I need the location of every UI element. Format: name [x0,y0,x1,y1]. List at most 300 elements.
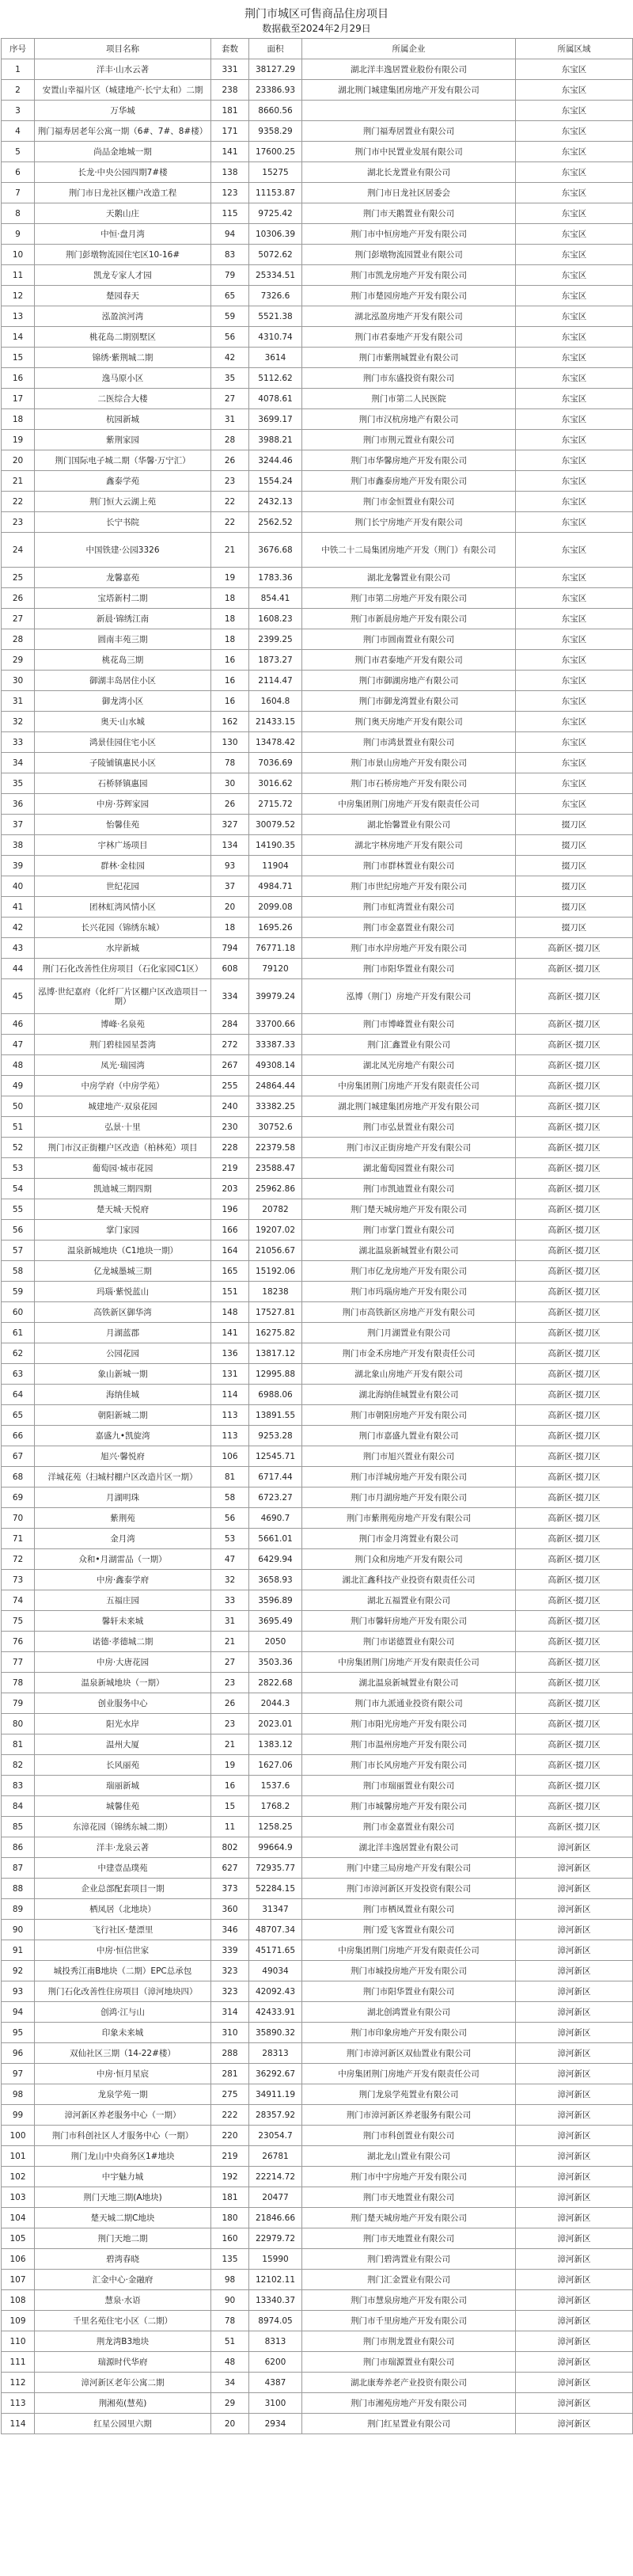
table-row [2,1343,633,1364]
cell-units: 78 [211,2311,249,2331]
cell-index: 5 [2,142,35,162]
cell-area: 7036.69 [249,753,302,773]
cell-company: 荆门市天地置业有限公司 [302,2228,516,2249]
cell-index: 18 [2,409,35,430]
table-row [2,2290,633,2311]
cell-area: 28357.92 [249,2105,302,2126]
cell-units: 288 [211,2043,249,2064]
cell-area: 2715.72 [249,794,302,815]
table-row [2,609,633,629]
cell-index: 43 [2,938,35,959]
cell-district: 东宝区 [516,101,633,121]
cell-area: 12545.71 [249,1446,302,1467]
cell-company: 荆门市瑞丽置业有限公司 [302,1776,516,1796]
cell-units: 18 [211,588,249,609]
cell-district: 漳河新区 [516,2002,633,2023]
cell-company: 荆门市掌门置业有限公司 [302,1220,516,1241]
cell-company: 荆门楚天城房地产开发有限公司 [302,1199,516,1220]
cell-company: 荆门市御龙湾置业有限公司 [302,691,516,712]
cell-project-name: 御湖丰岛居住小区 [35,671,211,691]
cell-district: 漳河新区 [516,1837,633,1858]
table-row [2,2064,633,2084]
cell-project-name: 荆龙湾B3地块 [35,2331,211,2352]
cell-district: 东宝区 [516,389,633,409]
cell-area: 6717.44 [249,1467,302,1487]
cell-area: 33700.66 [249,1014,302,1035]
cell-units: 160 [211,2228,249,2249]
table-row [2,1220,633,1241]
cell-company: 荆门市阳华置业有限公司 [302,959,516,979]
cell-company: 荆门市温州房地产开发有限公司 [302,1734,516,1755]
cell-project-name: 荆门石化改善性住房项目（漳河地块四） [35,1981,211,2002]
cell-area: 2934 [249,2414,302,2434]
cell-units: 19 [211,568,249,588]
cell-company: 荆门市旭兴置业有限公司 [302,1446,516,1467]
cell-units: 135 [211,2249,249,2270]
cell-company: 荆门市印象房地产开发有限公司 [302,2023,516,2043]
cell-area: 6200 [249,2352,302,2373]
cell-project-name: 荆门国际电子城二期（华馨·万宁汇） [35,450,211,471]
cell-company: 荆门市金嘉置业有限公司 [302,1817,516,1837]
table-row [2,183,633,203]
table-row [2,1776,633,1796]
cell-index: 27 [2,609,35,629]
cell-index: 72 [2,1549,35,1570]
cell-units: 90 [211,2290,249,2311]
cell-company: 荆门市弘景置业有限公司 [302,1117,516,1138]
table-row [2,1446,633,1467]
header-company: 所属企业 [302,39,516,59]
cell-district: 漳河新区 [516,2311,633,2331]
cell-area: 21056.67 [249,1241,302,1261]
cell-index: 56 [2,1220,35,1241]
cell-units: 19 [211,1755,249,1776]
cell-project-name: 中房·鑫泰学府 [35,1570,211,1590]
cell-units: 83 [211,245,249,265]
cell-units: 151 [211,1282,249,1302]
cell-units: 141 [211,142,249,162]
cell-project-name: 楚天城二期C地块 [35,2208,211,2228]
cell-index: 51 [2,1117,35,1138]
table-row [2,1261,633,1282]
cell-company: 荆门市慧泉房地产开发有限公司 [302,2290,516,2311]
cell-project-name: 荆门市日龙社区棚户改造工程 [35,183,211,203]
cell-units: 106 [211,1446,249,1467]
cell-company: 荆门市瑞源置业有限公司 [302,2352,516,2373]
cell-units: 16 [211,1776,249,1796]
cell-area: 15275 [249,162,302,183]
cell-units: 37 [211,876,249,897]
cell-district: 东宝区 [516,224,633,245]
table-row [2,203,633,224]
cell-project-name: 中恒·盘月湾 [35,224,211,245]
cell-company: 湖北汇鑫科技产业投资有限责任公司 [302,1570,516,1590]
cell-company: 湖北五福置业有限公司 [302,1590,516,1611]
cell-area: 79120 [249,959,302,979]
cell-area: 3503.36 [249,1652,302,1673]
cell-district: 东宝区 [516,142,633,162]
cell-district: 高新区·掇刀区 [516,1611,633,1632]
cell-units: 203 [211,1179,249,1199]
cell-district: 高新区·掇刀区 [516,1714,633,1734]
cell-district: 高新区·掇刀区 [516,1817,633,1837]
cell-district: 掇刀区 [516,876,633,897]
cell-company: 荆门市第二人民医院 [302,389,516,409]
cell-district: 东宝区 [516,794,633,815]
cell-company: 湖北象山房地产开发有限公司 [302,1364,516,1385]
table-row [2,1179,633,1199]
cell-index: 92 [2,1961,35,1981]
cell-company: 荆门市湘苑房地产开发有限公司 [302,2393,516,2414]
table-row [2,2228,633,2249]
table-row [2,1487,633,1508]
table-row [2,2126,633,2146]
cell-company: 荆门市馨轩房地产开发有限公司 [302,1611,516,1632]
table-row [2,835,633,856]
cell-project-name: 水岸新城 [35,938,211,959]
cell-index: 74 [2,1590,35,1611]
table-row [2,2352,633,2373]
cell-units: 58 [211,1487,249,1508]
cell-district: 东宝区 [516,568,633,588]
cell-company: 荆门楚天城房地产开发有限公司 [302,2208,516,2228]
cell-district: 东宝区 [516,650,633,671]
cell-company: 荆门市虹湾置业有限公司 [302,897,516,918]
cell-units: 93 [211,856,249,876]
cell-area: 1383.12 [249,1734,302,1755]
cell-area: 34911.19 [249,2084,302,2105]
cell-index: 87 [2,1858,35,1879]
cell-units: 115 [211,203,249,224]
cell-units: 11 [211,1817,249,1837]
cell-area: 72935.77 [249,1858,302,1879]
cell-project-name: 荆湘苑(慧苑) [35,2393,211,2414]
cell-company: 荆门市凯龙房地产开发有限公司 [302,265,516,286]
cell-project-name: 飞行社区·楚漂里 [35,1920,211,1940]
cell-project-name: 企业总部配套项目一期 [35,1879,211,1899]
cell-index: 28 [2,629,35,650]
cell-district: 高新区·掇刀区 [516,979,633,1014]
cell-company: 湖北龙馨置业有限公司 [302,568,516,588]
cell-area: 22979.72 [249,2228,302,2249]
cell-index: 16 [2,368,35,389]
cell-index: 21 [2,471,35,492]
cell-units: 26 [211,450,249,471]
cell-index: 34 [2,753,35,773]
cell-index: 33 [2,732,35,753]
cell-company: 荆门市世纪房地产开发有限公司 [302,876,516,897]
cell-units: 134 [211,835,249,856]
cell-units: 23 [211,471,249,492]
table-row [2,1096,633,1117]
cell-company: 荆门市东盛投资有限公司 [302,368,516,389]
cell-index: 105 [2,2228,35,2249]
table-row [2,1817,633,1837]
cell-district: 高新区·掇刀区 [516,1776,633,1796]
cell-index: 90 [2,1920,35,1940]
cell-area: 8974.05 [249,2311,302,2331]
cell-company: 荆门市城投房地产开发有限公司 [302,1961,516,1981]
cell-units: 27 [211,1652,249,1673]
cell-area: 22379.58 [249,1138,302,1158]
table-row [2,1302,633,1323]
table-row [2,2270,633,2290]
cell-area: 1873.27 [249,650,302,671]
cell-company: 荆门汇金置业有限公司 [302,2270,516,2290]
cell-units: 323 [211,1961,249,1981]
cell-units: 26 [211,1693,249,1714]
cell-area: 52284.15 [249,1879,302,1899]
cell-area: 4690.7 [249,1508,302,1529]
cell-units: 339 [211,1940,249,1961]
cell-units: 79 [211,265,249,286]
cell-project-name: 群林·金桂园 [35,856,211,876]
cell-area: 15990 [249,2249,302,2270]
cell-project-name: 凯迪城三期四期 [35,1179,211,1199]
cell-company: 荆门中建三局房地产开发有限公司 [302,1858,516,1879]
cell-company: 湖北龙山置业有限公司 [302,2146,516,2167]
cell-company: 荆门市诺德置业有限公司 [302,1632,516,1652]
cell-project-name: 汇金中心·金融府 [35,2270,211,2290]
cell-company: 湖北宇林房地产开发有限公司 [302,835,516,856]
cell-index: 61 [2,1323,35,1343]
cell-area: 2822.68 [249,1673,302,1693]
cell-area: 49308.14 [249,1055,302,1076]
cell-units: 360 [211,1899,249,1920]
cell-project-name: 金月湾 [35,1529,211,1549]
cell-index: 26 [2,588,35,609]
cell-area: 31347 [249,1899,302,1920]
cell-company: 荆门市天鹅置业有限公司 [302,203,516,224]
cell-index: 30 [2,671,35,691]
cell-area: 13340.37 [249,2290,302,2311]
cell-index: 2 [2,80,35,101]
cell-district: 漳河新区 [516,1961,633,1981]
cell-units: 15 [211,1796,249,1817]
cell-district: 漳河新区 [516,1920,633,1940]
cell-units: 27 [211,389,249,409]
table-row [2,1055,633,1076]
cell-area: 3695.49 [249,1611,302,1632]
cell-district: 漳河新区 [516,2146,633,2167]
cell-units: 162 [211,712,249,732]
cell-company: 湖北泓盈房地产开发有限公司 [302,306,516,327]
cell-index: 103 [2,2187,35,2208]
cell-project-name: 月湖明珠 [35,1487,211,1508]
cell-area: 5072.62 [249,245,302,265]
cell-index: 1 [2,59,35,80]
cell-area: 38127.29 [249,59,302,80]
cell-district: 漳河新区 [516,2270,633,2290]
table-row [2,918,633,938]
cell-project-name: 奥天·山水城 [35,712,211,732]
cell-company: 荆门市漳河新区开发投资有限公司 [302,1879,516,1899]
table-row [2,1981,633,2002]
cell-district: 漳河新区 [516,2105,633,2126]
cell-area: 3100 [249,2393,302,2414]
cell-project-name: 中房·恒月星宸 [35,2064,211,2084]
cell-index: 10 [2,245,35,265]
cell-units: 219 [211,1158,249,1179]
cell-project-name: 长风丽苑 [35,1755,211,1776]
table-header-row [2,39,633,59]
cell-units: 21 [211,1632,249,1652]
cell-company: 荆门市洋城房地产开发有限公司 [302,1467,516,1487]
cell-project-name: 中房·恒信世家 [35,1940,211,1961]
cell-project-name: 旭兴·馨悦府 [35,1446,211,1467]
cell-project-name: 荆门天地二期 [35,2228,211,2249]
cell-district: 高新区·掇刀区 [516,1734,633,1755]
table-row [2,2002,633,2023]
cell-company: 荆门市石桥房地产开发有限公司 [302,773,516,794]
cell-area: 23054.7 [249,2126,302,2146]
cell-units: 314 [211,2002,249,2023]
table-row [2,59,633,80]
cell-district: 东宝区 [516,732,633,753]
cell-area: 9358.29 [249,121,302,142]
cell-area: 13478.42 [249,732,302,753]
cell-index: 38 [2,835,35,856]
cell-district: 漳河新区 [516,1940,633,1961]
cell-index: 23 [2,512,35,533]
cell-project-name: 荆门市汉正街棚户区改造（柏林苑）项目 [35,1138,211,1158]
cell-project-name: 洋丰·龙泉云著 [35,1837,211,1858]
cell-index: 24 [2,533,35,568]
cell-index: 8 [2,203,35,224]
cell-company: 荆门市阳华置业有限公司 [302,1981,516,2002]
cell-units: 26 [211,794,249,815]
cell-units: 222 [211,2105,249,2126]
cell-company: 荆门市紫荆苑房地产开发有限公司 [302,1508,516,1529]
cell-company: 荆门市金恒置业有限公司 [302,492,516,512]
cell-project-name: 中房·大唐花园 [35,1652,211,1673]
cell-project-name: 龙馨嘉苑 [35,568,211,588]
table-row [2,1138,633,1158]
cell-district: 高新区·掇刀区 [516,1241,633,1261]
cell-company: 中铁二十二局集团房地产开发（荆门）有限公司 [302,533,516,568]
cell-district: 高新区·掇刀区 [516,1199,633,1220]
table-row [2,691,633,712]
cell-company: 荆门市漳河新区养老服务有限公司 [302,2105,516,2126]
cell-project-name: 荆门彭墩物流园住宅区10-16# [35,245,211,265]
cell-project-name: 城馨佳苑 [35,1796,211,1817]
cell-index: 55 [2,1199,35,1220]
cell-index: 7 [2,183,35,203]
table-row [2,2084,633,2105]
cell-units: 20 [211,897,249,918]
cell-district: 高新区·掇刀区 [516,1487,633,1508]
cell-index: 81 [2,1734,35,1755]
table-row [2,1241,633,1261]
cell-area: 22214.72 [249,2167,302,2187]
cell-index: 40 [2,876,35,897]
cell-project-name: 嘉盛九•凯旋湾 [35,1426,211,1446]
cell-company: 荆门市新晨房地产开发有限公司 [302,609,516,629]
cell-district: 高新区·掇刀区 [516,1014,633,1035]
cell-company: 荆门市汉杭房地产有限公司 [302,409,516,430]
cell-district: 漳河新区 [516,2290,633,2311]
table-row [2,450,633,471]
cell-district: 高新区·掇刀区 [516,1590,633,1611]
cell-area: 3016.62 [249,773,302,794]
cell-district: 高新区·掇刀区 [516,1508,633,1529]
cell-company: 荆门市中恒房地产开发有限公司 [302,224,516,245]
cell-project-name: 团林虹湾风情小区 [35,897,211,918]
cell-company: 湖北凤光房地产有限公司 [302,1055,516,1076]
cell-company: 荆门市圆南置业有限公司 [302,629,516,650]
cell-district: 高新区·掇刀区 [516,1405,633,1426]
cell-project-name: 洋丰·山水云著 [35,59,211,80]
cell-district: 高新区·掇刀区 [516,1282,633,1302]
cell-district: 东宝区 [516,430,633,450]
cell-area: 11904 [249,856,302,876]
cell-project-name: 象山新城一期 [35,1364,211,1385]
cell-area: 49034 [249,1961,302,1981]
cell-project-name: 鑫泰学苑 [35,471,211,492]
table-row [2,897,633,918]
cell-index: 37 [2,815,35,835]
table-row [2,1796,633,1817]
cell-units: 238 [211,80,249,101]
table-row [2,142,633,162]
cell-units: 228 [211,1138,249,1158]
cell-area: 12102.11 [249,2270,302,2290]
cell-index: 98 [2,2084,35,2105]
cell-units: 196 [211,1199,249,1220]
cell-units: 98 [211,2270,249,2290]
cell-units: 33 [211,1590,249,1611]
table-row [2,1117,633,1138]
cell-units: 284 [211,1014,249,1035]
cell-project-name: 宇林广场项目 [35,835,211,856]
cell-company: 荆门市朝阳房地产开发有限公司 [302,1405,516,1426]
table-row [2,101,633,121]
cell-units: 219 [211,2146,249,2167]
cell-area: 26781 [249,2146,302,2167]
cell-company: 荆门龙泉学苑置业有限公司 [302,2084,516,2105]
cell-district: 高新区·掇刀区 [516,1529,633,1549]
cell-district: 高新区·掇刀区 [516,1385,633,1405]
cell-company: 湖北温泉新城置业有限公司 [302,1673,516,1693]
cell-index: 85 [2,1817,35,1837]
cell-area: 13817.12 [249,1343,302,1364]
cell-units: 16 [211,671,249,691]
table-row [2,533,633,568]
cell-index: 54 [2,1179,35,1199]
cell-project-name: 万华城 [35,101,211,121]
cell-project-name: 子陵铺镇惠民小区 [35,753,211,773]
cell-company: 荆门市第二房地产开发有限公司 [302,588,516,609]
cell-area: 2023.01 [249,1714,302,1734]
table-row [2,753,633,773]
cell-units: 16 [211,691,249,712]
cell-district: 东宝区 [516,629,633,650]
cell-district: 东宝区 [516,286,633,306]
table-row [2,2208,633,2228]
cell-area: 19207.02 [249,1220,302,1241]
table-row [2,1590,633,1611]
cell-district: 高新区·掇刀区 [516,1755,633,1776]
table-body [2,59,633,2434]
cell-project-name: 长宁书院 [35,512,211,533]
cell-company: 荆门市鸿景置业有限公司 [302,732,516,753]
cell-project-name: 荆门福寿居老年公寓一期（6#、7#、8#楼） [35,121,211,142]
cell-company: 荆门市凯迪置业有限公司 [302,1179,516,1199]
cell-index: 49 [2,1076,35,1096]
cell-area: 4387 [249,2373,302,2393]
cell-company: 中房集团荆门房地产开发有限责任公司 [302,1940,516,1961]
cell-project-name: 中宇魅力城 [35,2167,211,2187]
